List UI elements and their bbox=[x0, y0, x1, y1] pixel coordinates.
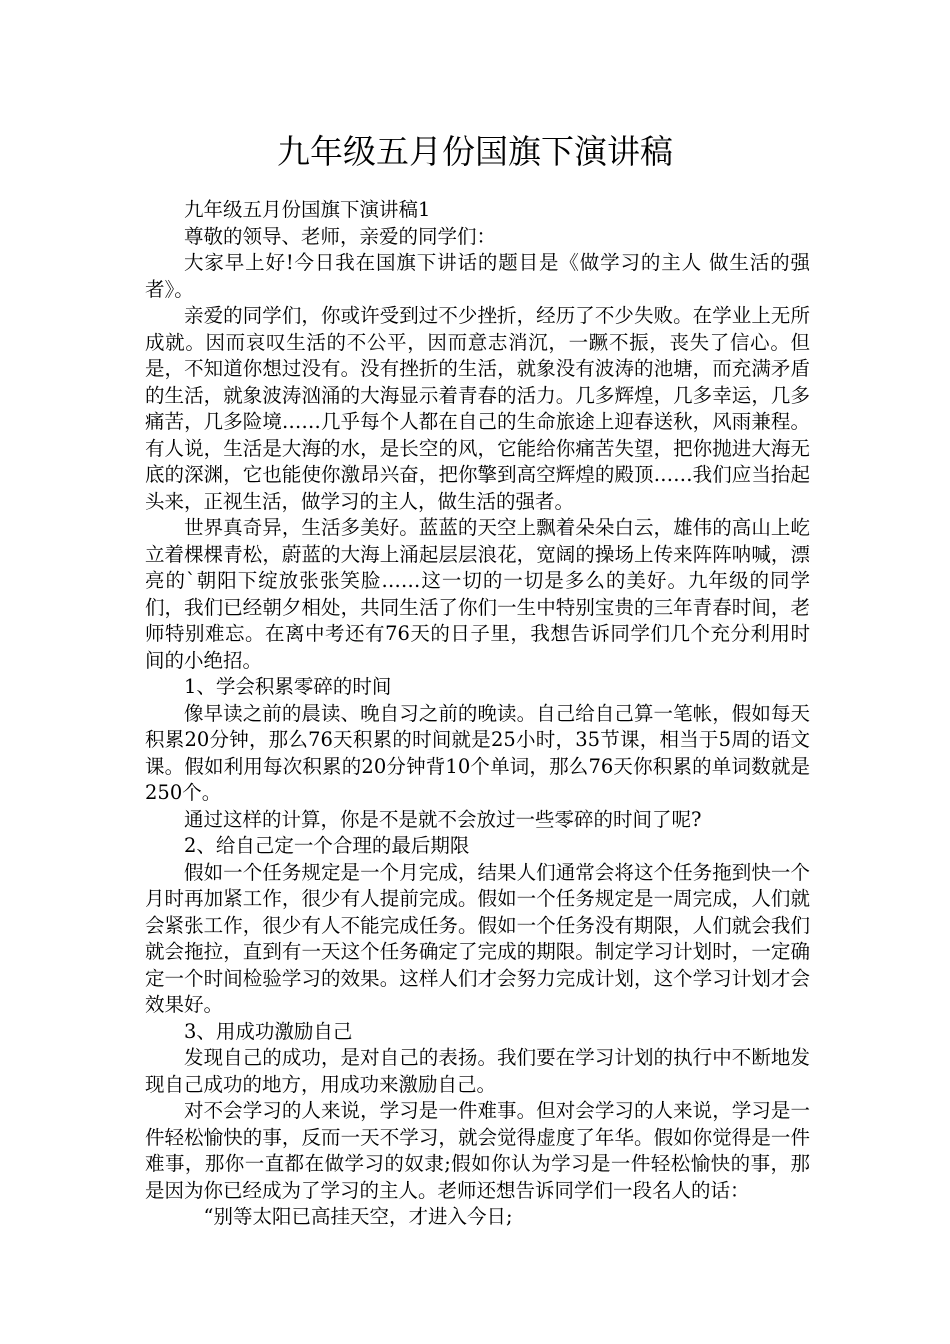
paragraph: 假如一个任务规定是一个月完成，结果人们通常会将这个任务拖到快一个月时再加紧工作，很少有人提前完成。假如一个任务规定是一周完成，人们就会紧张工作，很少有人不能完成任务。假如一个任务没有期限，人们就会我们就会拖拉，直到有一天这个任务确定了完成的期限。制定学习计划时，一定确定一个时间检验学习的效果。这样人们才会努力完成计划，这个学习计划才会效果好。 bbox=[145, 860, 810, 1016]
paragraph: 通过这样的计算，你是不是就不会放过一些零碎的时间了呢? bbox=[184, 807, 702, 831]
document-body bbox=[145, 197, 810, 1231]
section-heading: 1、学会积累零碎的时间 bbox=[184, 675, 392, 698]
quote-line: “别等太阳已高挂天空，才进入今日; bbox=[203, 1205, 513, 1228]
paragraph: 大家早上好!今日我在国旗下讲话的题目是《做学习的主人 做生活的强者》。 bbox=[145, 251, 810, 301]
paragraph: 发现自己的成功，是对自己的表扬。我们要在学习计划的执行中不断地发现自己成功的地方，用成功来激励自己。 bbox=[145, 1046, 810, 1096]
section-heading: 2、给自己定一个合理的最后期限 bbox=[184, 834, 470, 857]
paragraph: 世界真奇异，生活多美好。蓝蓝的天空上飘着朵朵白云，雄伟的高山上屹立着棵棵青松，蔚蓝的大海上涌起层层浪花，宽阔的操场上传来阵阵呐喊，漂亮的`朝阳下绽放张张笑脸……这一切的一切是多么的美好。九年级的同学们，我们已经朝夕相处，共同生活了你们一生中特别宝贵的三年青春时间，老师特别难忘。在离中考还有76天的日子里，我想告诉同学们几个充分利用时间的小绝招。 bbox=[145, 516, 810, 672]
section-heading: 3、用成功激励自己 bbox=[184, 1019, 353, 1043]
document-title: 九年级五月份国旗下演讲稿 bbox=[277, 132, 673, 171]
paragraph: 对不会学习的人来说，学习是一件难事。但对会学习的人来说，学习是一件轻松愉快的事，反而一天不学习，就会觉得虚度了年华。假如你觉得是一件难事，那你一直都在做学习的奴隶;假如你认为学习是一件轻松愉快的事，那是因为你已经成为了学习的主人。老师还想告诉同学们一段名人的话： bbox=[145, 1099, 810, 1202]
paragraph: 亲爱的同学们，你或许受到过不少挫折，经历了不少失败。在学业上无所成就。因而哀叹生活的不公平，因而意志消沉，一蹶不振，丧失了信心。但是，不知道你想过没有。没有挫折的生活，就象没有波涛的池塘，而充满矛盾的生活，就象波涛汹涌的大海显示着青春的活力。几多辉煌，几多幸运，几多痛苦，几多险境……几乎每个人都在自己的生命旅途上迎春送秋，风雨兼程。有人说，生活是大海的水，是长空的风，它能给你痛苦失望，把你抛进大海无底的深渊，它也能使你激昂兴奋，把你擎到高空辉煌的殿顶……我们应当抬起头来，正视生活，做学习的主人，做生活的强者。 bbox=[145, 304, 810, 513]
paragraph: 像早读之前的晨读、晚自习之前的晚读。自己给自己算一笔帐，假如每天积累20分钟，那么76天积累的时间就是25小时，35节课，相当于5周的语文课。假如利用每次积累的20分钟背10个单词，那么76天你积累的单词数就是250个。 bbox=[145, 701, 810, 804]
paragraph-salutation: 尊敬的领导、老师，亲爱的同学们： bbox=[184, 224, 497, 248]
paragraph-heading: 九年级五月份国旗下演讲稿1 bbox=[184, 198, 431, 221]
